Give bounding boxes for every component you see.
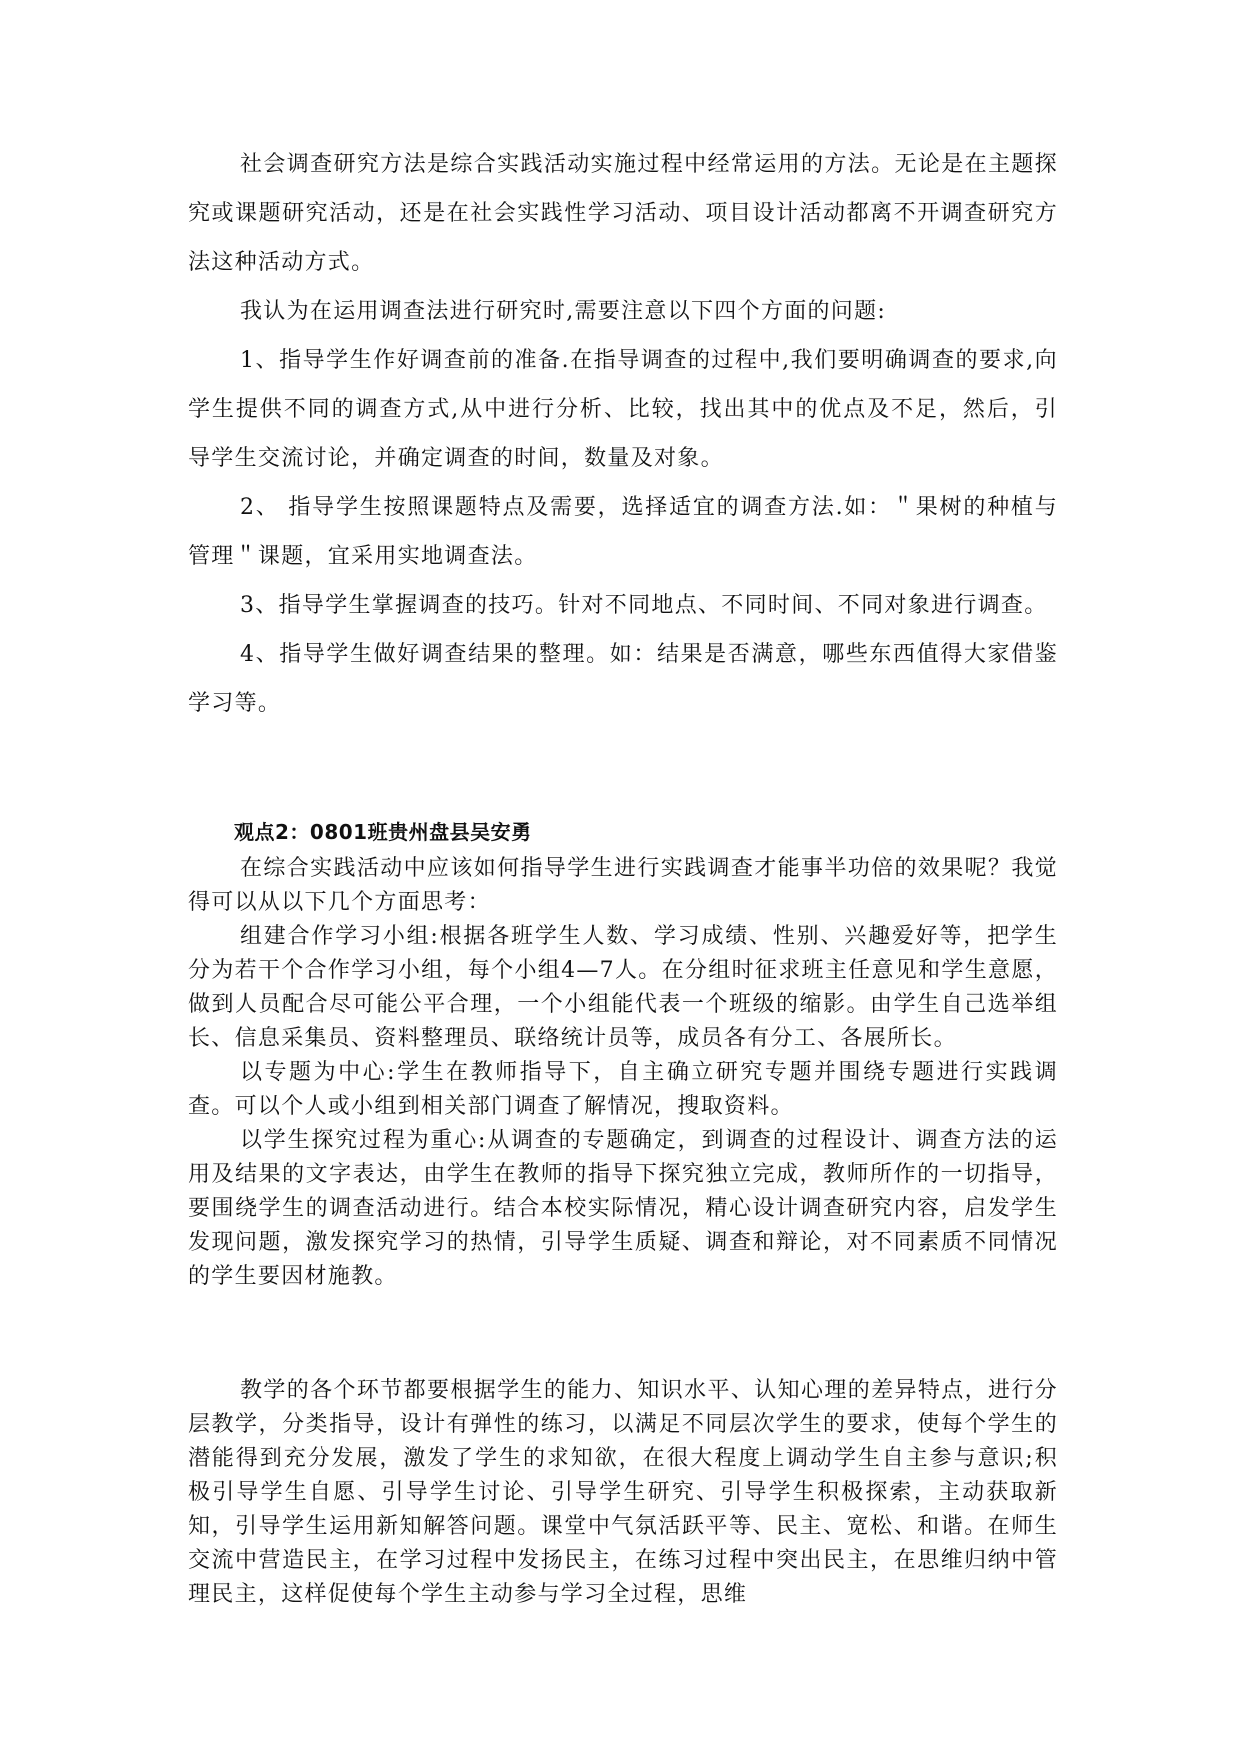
section-heading: 观点2：0801班贵州盘县吴安勇	[234, 820, 532, 844]
paragraph: 教学的各个环节都要根据学生的能力、知识水平、认知心理的差异特点，进行分层教学，分类指导，设计有弹性的练习，以满足不同层次学生的要求，使每个学生的潜能得到充分发展，激发了学生的求知欲，在很大程度上调动学生自主参与意识;积极引导学生自愿、引导学生讨论、引导学生研究、引导学生积极探索，主动获取新知，引导学生运用新知解答问题。课堂中气氛活跃平等、民主、宽松、和谐。在师生交流中营造民主，在学习过程中发扬民主，在练习过程中突出民主，在思维归纳中管理民主，这样促使每个学生主动参与学习全过程，思维	[188, 1378, 1058, 1607]
section-3	[188, 1374, 1058, 1612]
paragraph: 4、指导学生做好调查结果的整理。如：结果是否满意，哪些东西值得大家借鉴学习等。	[188, 642, 1058, 716]
paragraph: 组建合作学习小组:根据各班学生人数、学习成绩、性别、兴趣爱好等，把学生分为若干个合作学习小组，每个小组4—7人。在分组时征求班主任意见和学生意愿，做到人员配合尽可能公平合理，一个小组能代表一个班级的缩影。由学生自己选举组长、信息采集员、资料整理员、联络统计员等，成员各有分工、各展所长。	[188, 924, 1058, 1051]
paragraph: 以专题为中心:学生在教师指导下，自主确立研究专题并围绕专题进行实践调查。可以个人或小组到相关部门调查了解情况，搜取资料。	[188, 1060, 1058, 1119]
paragraph: 我认为在运用调查法进行研究时,需要注意以下四个方面的问题:	[240, 299, 887, 324]
paragraph: 社会调查研究方法是综合实践活动实施过程中经常运用的方法。无论是在主题探究或课题研究活动，还是在社会实践性学习活动、项目设计活动都离不开调查研究方法这种活动方式。	[188, 152, 1058, 275]
section-2	[188, 852, 1058, 1294]
paragraph: 在综合实践活动中应该如何指导学生进行实践调查才能事半功倍的效果呢？我觉得可以从以下几个方面思考：	[188, 856, 1058, 915]
paragraph: 2、 指导学生按照课题特点及需要，选择适宜的调查方法.如：＂果树的种植与管理＂课题，宜采用实地调查法。	[188, 495, 1058, 569]
paragraph: 1、指导学生作好调查前的准备.在指导调查的过程中,我们要明确调查的要求,向学生提供不同的调查方式,从中进行分析、比较，找出其中的优点及不足，然后，引导学生交流讨论，并确定调查的时间，数量及对象。	[188, 348, 1058, 471]
paragraph: 3、指导学生掌握调查的技巧。针对不同地点、不同时间、不同对象进行调查。	[240, 593, 1048, 618]
paragraph: 以学生探究过程为重心:从调查的专题确定，到调查的过程设计、调查方法的运用及结果的文字表达，由学生在教师的指导下探究独立完成，教师所作的一切指导，要围绕学生的调查活动进行。结合本校实际情况，精心设计调查研究内容，启发学生发现问题，激发探究学习的热情，引导学生质疑、调查和辩论，对不同素质不同情况的学生要因材施教。	[188, 1128, 1058, 1289]
section-1	[188, 140, 1058, 728]
